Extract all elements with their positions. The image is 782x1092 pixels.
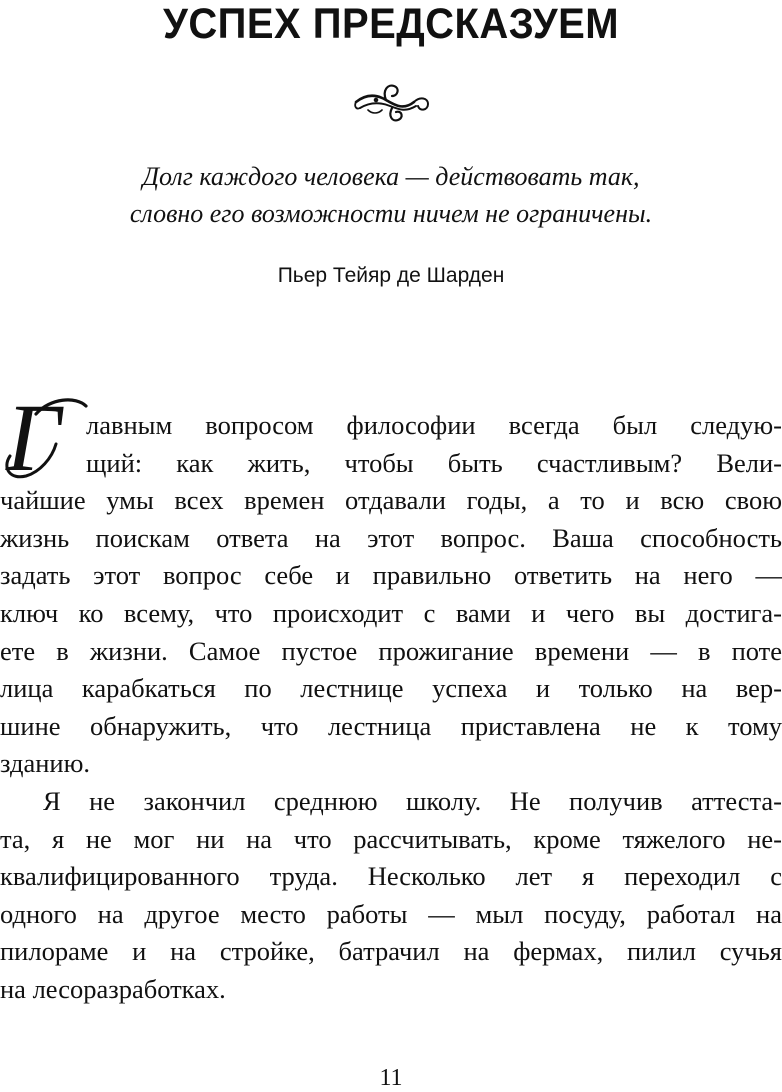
flourish-ornament-icon — [352, 80, 432, 126]
epigraph-line: словно его возможности ничем не ограничены. — [129, 199, 653, 228]
text-line: лица карабкаться по лестнице успеха и только на вер- — [0, 673, 782, 704]
text-line: одного на другое место работы — мыл посуду, работал на — [0, 898, 782, 929]
chapter-title: УСПЕХ ПРЕДСКАЗУЕМ — [162, 0, 619, 48]
drop-cap-glyph: Г — [6, 392, 61, 484]
text-line: зданию. — [0, 748, 91, 779]
epigraph-line: Долг каждого человека — действовать так, — [142, 162, 640, 191]
epigraph-quote — [0, 158, 782, 232]
epigraph-author: Пьер Тейяр де Шарден — [277, 264, 505, 287]
text-line: задать этот вопрос себе и правильно ответить на него — — [0, 560, 782, 591]
text-line: пилораме и на стройке, батрачил на фермах, пилил сучья — [0, 936, 782, 967]
text-line: та, я не мог ни на что рассчитывать, кроме тяжелого не- — [0, 823, 782, 854]
body-text — [0, 407, 782, 1009]
text-line: лавным вопросом философии всегда был следую- — [86, 410, 782, 440]
text-line: на лесоразработках. — [0, 973, 226, 1004]
text-line: жизнь поискам ответа на этот вопрос. Ваша способность — [0, 522, 782, 553]
text-line: ете в жизни. Самое пустое прожигание времени — в поте — [0, 635, 782, 666]
text-line: квалифицированного труда. Несколько лет я переходил с — [0, 861, 782, 892]
text-line: чайшие умы всех времен отдавали годы, а то и всю свою — [0, 485, 782, 516]
text-line: шине обнаружить, что лестница приставлена не к тому — [0, 710, 782, 741]
page-number: 11 — [379, 1065, 403, 1091]
text-line: Я не закончил среднюю школу. Не получив аттеста- — [43, 785, 782, 816]
text-line: ключ ко всему, что происходит с вами и чего вы достига- — [0, 597, 782, 628]
text-line: щий: как жить, чтобы быть счастливым? Вели- — [86, 447, 782, 478]
